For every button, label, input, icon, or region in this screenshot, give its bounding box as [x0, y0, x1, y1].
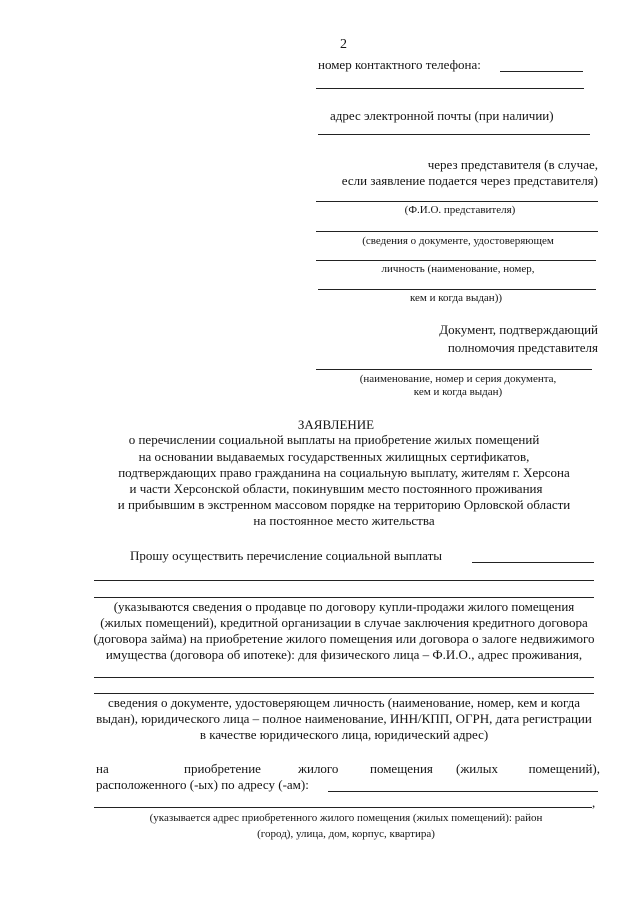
- address-line-2[interactable]: [94, 807, 592, 808]
- phone-label: номер контактного телефона:: [318, 57, 481, 72]
- representative-doc-line-2[interactable]: [316, 260, 596, 261]
- page-number: 2: [340, 37, 347, 52]
- title-line-3: подтверждающих право гражданина на социальную выплату, жителям г. Херсона: [118, 465, 570, 480]
- title-line-1: о перечислении социальной выплаты на приобретение жилых помещений: [128, 432, 540, 447]
- purpose-word-2: приобретение: [184, 761, 261, 776]
- identity-caption-3: в качестве юридического лица, юридический адрес): [199, 727, 489, 742]
- title-line-2: на основании выдаваемых государственных жилищных сертификатов,: [138, 449, 530, 464]
- authority-caption-1: (наименование, номер и серия документа,: [359, 373, 557, 385]
- purpose-word-3: жилого: [298, 761, 339, 776]
- request-line-3[interactable]: [94, 597, 594, 598]
- email-line[interactable]: [318, 134, 590, 135]
- email-label: адрес электронной почты (при наличии): [330, 108, 554, 123]
- purpose-line-2: расположенного (-ых) по адресу (-ам):: [96, 777, 309, 792]
- authority-doc-2: полномочия представителя: [447, 340, 598, 355]
- seller-caption-3: (договора займа) на приобретение жилого помещения или договора о залоге недвижимого: [93, 631, 595, 646]
- document-title: ЗАЯВЛЕНИЕ: [297, 417, 375, 432]
- identity-caption-2: выдан), юридического лица – полное наименование, ИНН/КПП, ОГРН, дата регистрации: [96, 711, 592, 726]
- request-line-2[interactable]: [94, 580, 594, 581]
- address-caption-1: (указывается адрес приобретенного жилого помещения (жилых помещений): район: [149, 812, 543, 824]
- request-line-1[interactable]: [472, 562, 594, 563]
- phone-line-2[interactable]: [316, 88, 584, 89]
- seller-line-2[interactable]: [94, 693, 594, 694]
- phone-line[interactable]: [500, 71, 583, 72]
- title-line-5: и прибывшим в экстренном массовом порядке на территорию Орловской области: [117, 497, 571, 512]
- address-caption-2: (город), улица, дом, корпус, квартира): [257, 828, 435, 840]
- representative-doc-caption-2: личность (наименование, номер,: [381, 263, 535, 275]
- address-line-1[interactable]: [328, 791, 598, 792]
- purpose-word-1: на: [96, 761, 109, 776]
- representative-doc-line-3[interactable]: [318, 289, 596, 290]
- identity-caption-1: сведения о документе, удостоверяющем личность (наименование, номер, кем и когда: [107, 695, 581, 710]
- title-line-6: на постоянное место жительства: [253, 513, 435, 528]
- representative-doc-caption-1: (сведения о документе, удостоверяющем: [362, 235, 554, 247]
- purpose-word-6: помещений),: [528, 761, 600, 776]
- seller-caption-1: (указываются сведения о продавце по договору купли-продажи жилого помещения: [113, 599, 575, 614]
- representative-fio-line[interactable]: [316, 201, 598, 202]
- authority-caption-2: кем и когда выдан): [413, 386, 503, 398]
- authority-line[interactable]: [316, 369, 592, 370]
- address-comma: ,: [592, 795, 596, 810]
- seller-line-1[interactable]: [94, 677, 594, 678]
- representative-fio-caption: (Ф.И.О. представителя): [404, 204, 516, 216]
- seller-caption-2: (жилых помещений), кредитной организации в случае заключения кредитного договора: [100, 615, 588, 630]
- purpose-word-4: помещения: [370, 761, 433, 776]
- purpose-word-5: (жилых: [456, 761, 498, 776]
- representative-note-1: через представителя (в случае,: [427, 157, 598, 172]
- authority-doc-1: Документ, подтверждающий: [439, 322, 598, 337]
- representative-note-2: если заявление подается через представителя): [341, 173, 598, 188]
- representative-doc-line-1[interactable]: [316, 231, 598, 232]
- representative-doc-caption-3: кем и когда выдан)): [409, 292, 503, 304]
- seller-caption-4: имущества (договора об ипотеке): для физического лица – Ф.И.О., адрес проживания,: [105, 647, 583, 662]
- title-line-4: и части Херсонской области, покинувшим место постоянного проживания: [129, 481, 543, 496]
- request-text: Прошу осуществить перечисление социальной выплаты: [130, 548, 443, 563]
